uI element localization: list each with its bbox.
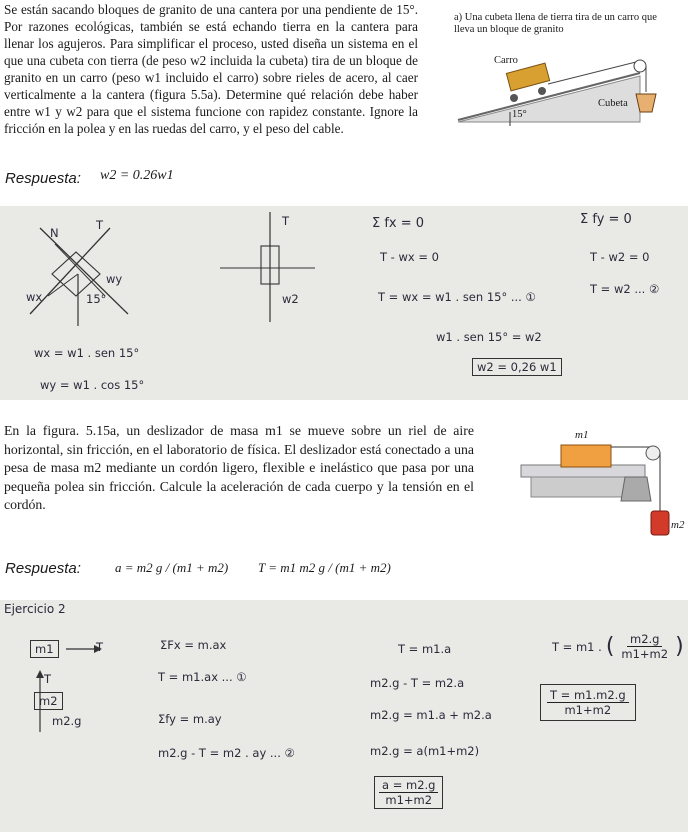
eq7-denominator: m1+m2 bbox=[621, 647, 669, 661]
hand-wx-eq: wx = w1 . sen 15° bbox=[34, 346, 140, 360]
hand-angle: 15° bbox=[86, 292, 107, 306]
problem2-text: En la figura. 5.15a, un deslizador de masa m1 se mueve sobre un riel de aire horizontal, sin fricción, en el laboratorio de física. El deslizador está conectado a una pesa de masa m2 mediante un cordón ligero, flexible e inelástico que pasa por una pequeña polea sin fricción. Calcule la aceleración de cada cuerpo y la tensión en el cordón. bbox=[4, 423, 474, 512]
eq7-numerator: m2.g bbox=[627, 632, 662, 647]
hand-eq-b: T = wx = w1 . sen 15° ... ① bbox=[378, 290, 536, 304]
hand-m1-box: m1 bbox=[30, 640, 59, 658]
result-t-denominator: m1+m2 bbox=[564, 703, 612, 717]
hand-eq5: m2.g = m1.a + m2.a bbox=[370, 708, 492, 722]
label-cubeta: Cubeta bbox=[598, 98, 628, 109]
answer1-label: Respuesta: bbox=[5, 170, 81, 187]
label-m1: m1 bbox=[575, 429, 589, 441]
hand-wy: wy bbox=[106, 272, 123, 286]
hand-sum-fy2: Σfy = m.ay bbox=[158, 712, 222, 726]
hand-title: Ejercicio 2 bbox=[4, 602, 66, 616]
result-t-numerator: T = m1.m2.g bbox=[547, 688, 629, 703]
notes1-panel bbox=[0, 206, 688, 400]
answer2-t: T = m1 m2 g / (m1 + m2) bbox=[258, 560, 391, 575]
hand-sum-fx2: ΣFx = m.ax bbox=[160, 638, 227, 652]
label-angle: 15° bbox=[512, 109, 527, 120]
hand-fbd-t: T bbox=[282, 214, 290, 228]
label-carro: Carro bbox=[494, 55, 518, 66]
hand-t: T bbox=[96, 218, 104, 232]
label-m2: m2 bbox=[671, 519, 685, 531]
result-a-denominator: m1+m2 bbox=[385, 793, 433, 807]
answer2-a: a = m2 g / (m1 + m2) bbox=[115, 560, 229, 575]
problem1-text: Se están sacando bloques de granito de una cantera por una pendiente de 15°. Por razones ecológicas, también se está echando tierra en la cantera para llenar los agujeros. Para simplificar el proceso, usted diseña un sistema en el que una cubeta con tierra (de peso w2 incluida la cubeta) tira de un bloque de granito en un carro (peso w1 incluido el carro) sobre rieles de acero, al caer verticalmente a la cantera (figura 5.5a). Determine qué relación debe haber entre w1 y w2 para que el sistema funcione con rapidez constante. Ignore la fricción en la polea y en las ruedas del carro, y el peso del cable. bbox=[4, 2, 418, 136]
notes2-panel bbox=[0, 600, 688, 832]
result-a-numerator: a = m2.g bbox=[379, 778, 438, 793]
hand-eq6: m2.g = a(m1+m2) bbox=[370, 744, 480, 758]
answer2-label: Respuesta: bbox=[5, 560, 81, 577]
hand-eq4: m2.g - T = m2.a bbox=[370, 676, 465, 690]
hand-fbd-w2: w2 bbox=[282, 292, 299, 306]
hand-result-t bbox=[540, 684, 636, 721]
hand-result-a bbox=[374, 776, 443, 809]
figure-caption: a) Una cubeta llena de tierra tira de un carro que lleva un bloque de granito bbox=[454, 12, 657, 35]
hand-m2g: m2.g bbox=[52, 714, 82, 728]
incline-diagram bbox=[450, 40, 686, 135]
hand-t2: T bbox=[44, 672, 52, 686]
hand-eq1: T = m1.ax ... ① bbox=[158, 670, 247, 684]
hand-wy-eq: wy = w1 . cos 15° bbox=[40, 378, 145, 392]
answer1-value: w2 = 0.26w1 bbox=[100, 168, 174, 183]
problem2-figure bbox=[515, 425, 687, 543]
hand-sum-fx: Σ fx = 0 bbox=[372, 216, 425, 231]
problem1-figure bbox=[450, 10, 686, 135]
hand-eq-a: T - wx = 0 bbox=[380, 250, 439, 264]
hand-n: N bbox=[50, 226, 59, 240]
hand-eq-c: w1 . sen 15° = w2 bbox=[436, 330, 542, 344]
hand-eq-d: T - w2 = 0 bbox=[590, 250, 650, 264]
hand-eq2: m2.g - T = m2 . ay ... ② bbox=[158, 746, 295, 760]
hand-t1: T bbox=[96, 640, 104, 654]
fbd-bucket bbox=[215, 206, 325, 336]
hand-sum-fy: Σ fy = 0 bbox=[580, 212, 632, 227]
hand-eq-e: T = w2 ... ② bbox=[590, 282, 660, 296]
hand-m2-box: m2 bbox=[34, 692, 63, 710]
hand-eq7: T = m1 . ( $\frac{m2.g}{m1+m2}$ ) bbox=[552, 632, 684, 661]
hand-eq-result: w2 = 0,26 w1 bbox=[472, 358, 562, 376]
hand-wx: wx bbox=[26, 290, 43, 304]
hand-eq3: T = m1.a bbox=[398, 642, 452, 656]
eq7-lhs: T = m1 . bbox=[552, 639, 602, 654]
air-track-diagram bbox=[515, 425, 687, 543]
